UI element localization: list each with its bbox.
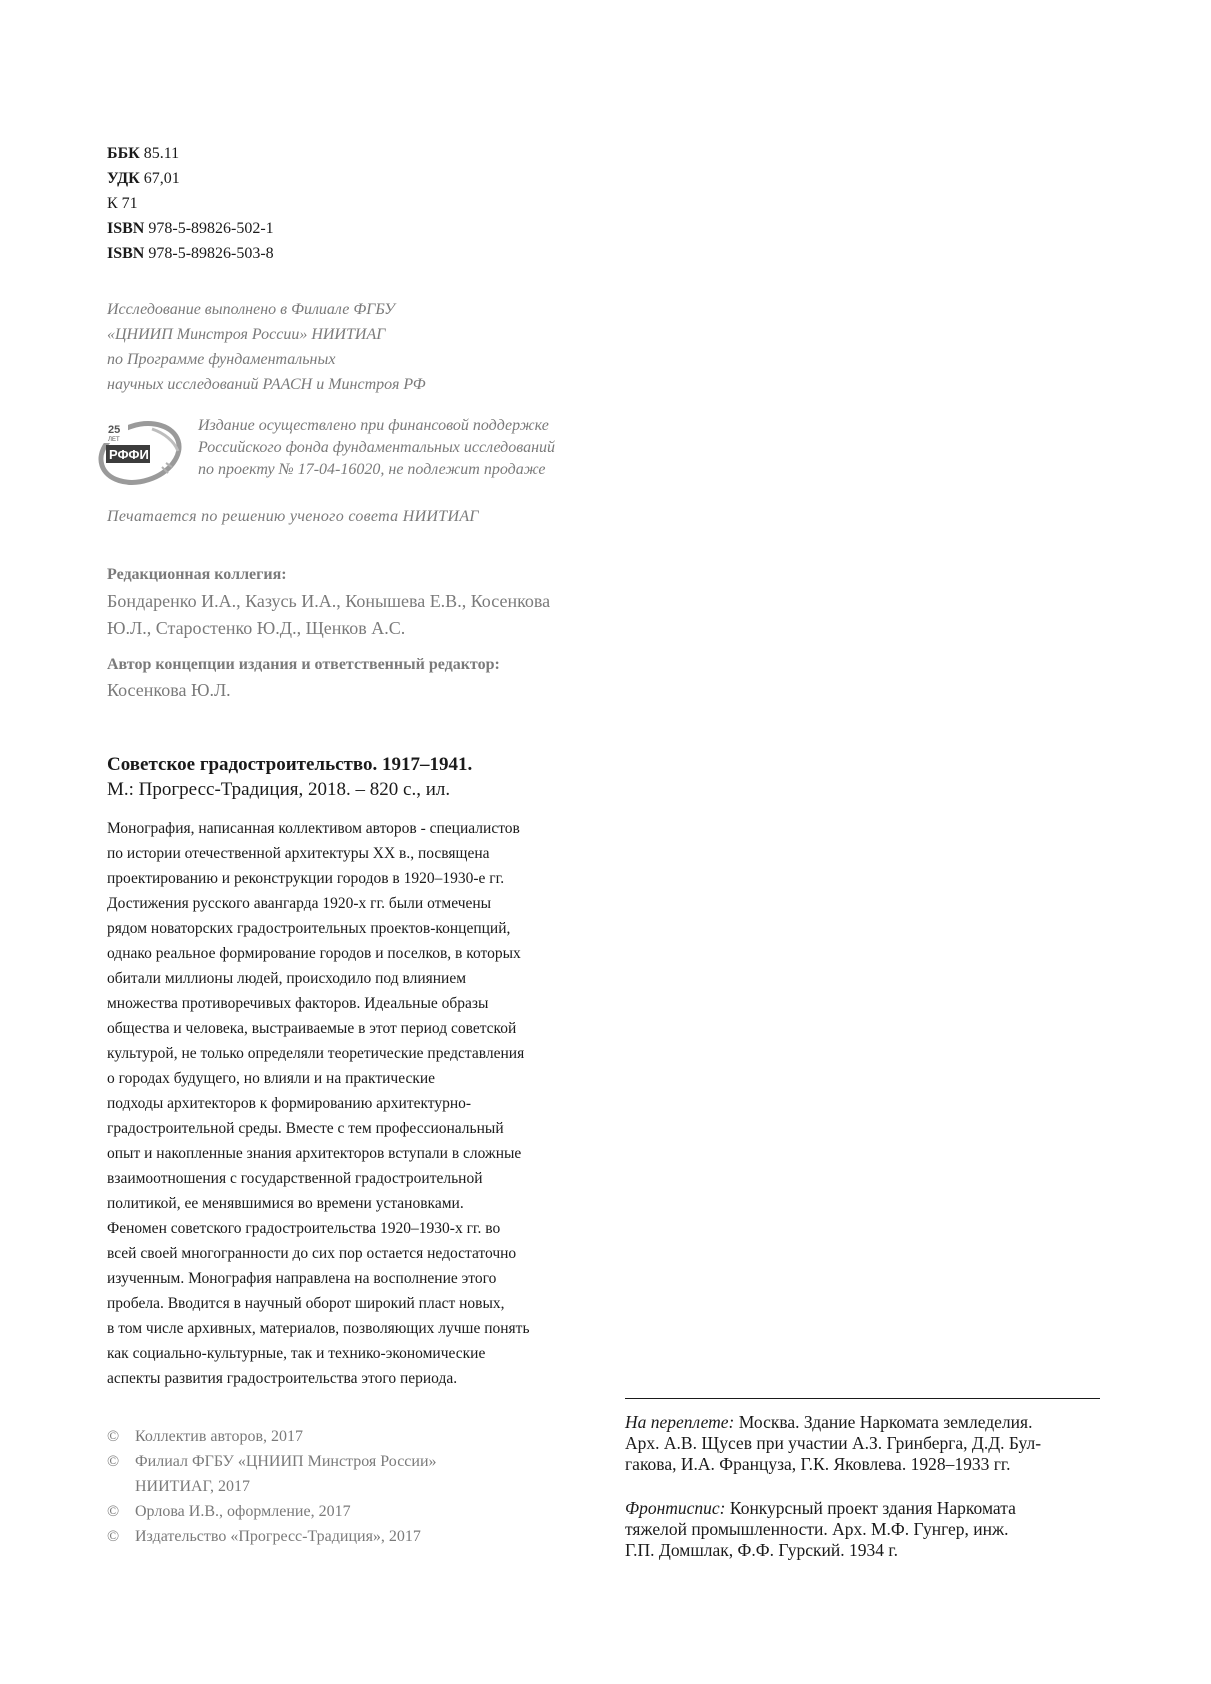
svg-text:РФФИ: РФФИ <box>109 447 149 462</box>
rffi-emblem-icon <box>92 411 186 491</box>
abstract-line: Монография, написанная коллективом авторов - специалистов <box>107 820 520 837</box>
cover-caption-label: На переплете: <box>625 1412 735 1432</box>
abstract-line: как социально-культурные, так и технико-экономические <box>107 1345 486 1362</box>
bbk-row: ББК 85.11 <box>107 145 180 162</box>
classification-block <box>107 141 274 266</box>
abstract-line: культурой, не только определяли теоретические представления <box>107 1045 525 1062</box>
frontispiece-caption: Фронтиспис: Конкурсный проект здания Наркомата тяжелой промышленности. Арх. М.Ф. Гунгер, инж. Г.П. Домшлак, Ф.Ф. Гурский. 1934 г. <box>625 1498 1016 1560</box>
abstract-line: подходы архитекторов к формированию архитектурно- <box>107 1095 472 1112</box>
isbn-row-2: ISBN 978-5-89826-503-8 <box>107 245 274 262</box>
concept-author-label: Автор концепции издания и ответственный редактор: <box>107 656 500 673</box>
copyright-icon: © <box>107 1453 120 1470</box>
print-approval: Печатается по решению ученого совета НИИТИАГ <box>107 508 479 525</box>
author-mark-row: К 71 <box>107 195 138 212</box>
editorial-board <box>107 564 627 642</box>
abstract-line: пробела. Вводится в научный оборот широкий пласт новых, <box>107 1295 505 1312</box>
book-publication: М.: Прогресс-Традиция, 2018. – 820 с., ил. <box>107 779 451 800</box>
abstract-line: проектированию и реконструкции городов в 1920–1930-е гг. <box>107 870 505 887</box>
udk-row: УДК 67,01 <box>107 170 180 187</box>
abstract-line: Феномен советского градостроительства 1920–1930-х гг. во <box>107 1220 501 1237</box>
illustration-captions <box>625 1412 1105 1584</box>
abstract-line: всей своей многогранности до сих пор остается недостаточно <box>107 1245 517 1262</box>
copyright-list <box>107 1424 437 1549</box>
isbn-row-1: ISBN 978-5-89826-502-1 <box>107 220 274 237</box>
copyright-icon: © <box>107 1528 120 1545</box>
svg-text:ЛЕТ: ЛЕТ <box>108 437 120 443</box>
abstract-line: опыт и накопленные знания архитекторов вступали в сложные <box>107 1145 522 1162</box>
funding-note: Издание осуществлено при финансовой поддержке Российского фонда фундаментальных исследований по проекту № 17-04-16020, не подлежит продаже <box>198 417 556 478</box>
abstract-line: по истории отечественной архитектуры XX в., посвящена <box>107 845 490 862</box>
abstract-line: взаимоотношения с государственной градостроительной <box>107 1170 483 1187</box>
copyright-icon: © <box>107 1503 120 1520</box>
cover-caption: На переплете: Москва. Здание Наркомата земледелия. Арх. А.В. Щусев при участии А.З. Гринберга, Д.Д. Бул- гакова, И.А. Француза, Г.К. Яковлева. 1928–1933 гг. <box>625 1412 1042 1474</box>
editorial-board-label: Редакционная коллегия: <box>107 566 287 583</box>
abstract <box>107 816 597 1391</box>
abstract-line: однако реальное формирование городов и поселков, в которых <box>107 945 521 962</box>
rffi-logo <box>92 411 186 491</box>
abstract-line: множества противоречивых факторов. Идеальные образы <box>107 995 489 1012</box>
abstract-line: аспекты развития градостроительства этого периода. <box>107 1370 458 1387</box>
abstract-line: изученным. Монография направлена на восполнение этого <box>107 1270 497 1287</box>
concept-author-name: Косенкова Ю.Л. <box>107 680 231 700</box>
research-note: Исследование выполнено в Филиале ФГБУ «ЦНИИП Минстроя России» НИИТИАГ по Программе фундаментальных научных исследований РААСН и Минстроя РФ <box>107 301 426 393</box>
caption-divider <box>625 1398 1100 1399</box>
abstract-line: обитали миллионы людей, происходило под влиянием <box>107 970 467 987</box>
frontispiece-caption-label: Фронтиспис: <box>625 1498 726 1518</box>
abstract-line: рядом новаторских градостроительных проектов-концепций, <box>107 920 511 937</box>
copyright-icon: © <box>107 1428 120 1445</box>
book-title: Советское градостроительство. 1917–1941. <box>107 754 473 775</box>
copyright-item: © Коллектив авторов, 2017 <box>107 1424 437 1449</box>
abstract-line: о городах будущего, но влияли и на практические <box>107 1070 436 1087</box>
abstract-line: в том числе архивных, материалов, позволяющих лучше понять <box>107 1320 530 1337</box>
abstract-line: общества и человека, выстраиваемые в этот период советской <box>107 1020 517 1037</box>
abstract-line: политикой, ее менявшимися во времени установками. <box>107 1195 464 1212</box>
svg-text:25: 25 <box>108 424 121 436</box>
abstract-line: градостроительной среды. Вместе с тем профессиональный <box>107 1120 504 1137</box>
copyright-item: © Филиал ФГБУ «ЦНИИП Минстроя России» НИИТИАГ, 2017 <box>107 1449 437 1499</box>
abstract-line: Достижения русского авангарда 1920-х гг. были отмечены <box>107 895 492 912</box>
copyright-item: © Издательство «Прогресс-Традиция», 2017 <box>107 1524 437 1549</box>
editorial-board-names: Бондаренко И.А., Казусь И.А., Конышева Е.В., Косенкова Ю.Л., Старостенко Ю.Д., Щенков А.С. <box>107 591 551 638</box>
copyright-item: © Орлова И.В., оформление, 2017 <box>107 1499 437 1524</box>
